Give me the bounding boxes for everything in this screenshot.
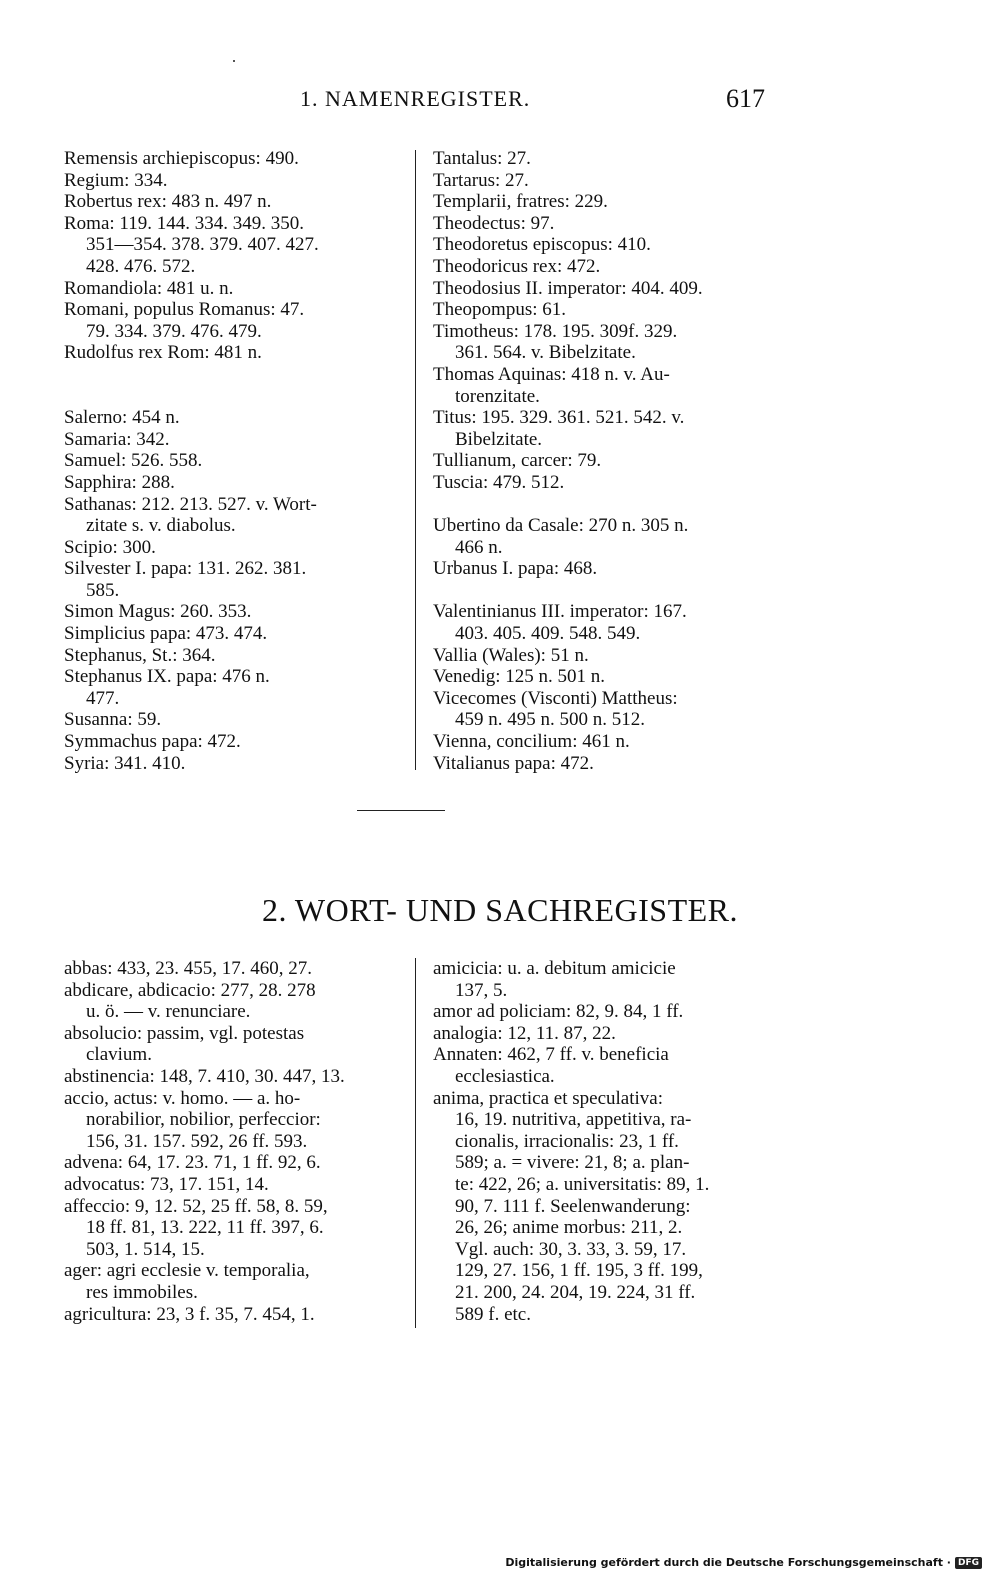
index-entry-line: ager: agri ecclesie v. temporalia,	[64, 1260, 310, 1282]
index-entry-line: Regium: 334.	[64, 169, 168, 191]
index-entry-line: Robertus rex: 483 n. 497 n.	[64, 191, 272, 213]
sachregister-left-column	[64, 958, 409, 1325]
index-entry-line: te: 422, 26; a. universitatis: 89, 1.	[455, 1173, 710, 1195]
footer-text: Digitalisierung gefördert durch die Deutsche Forschungsgemeinschaft ·	[505, 1556, 951, 1569]
index-entry-line: analogia: 12, 11. 87, 22.	[433, 1022, 616, 1044]
index-entry-line: Theodoricus rex: 472.	[433, 255, 601, 277]
index-entry-line: Urbanus I. papa: 468.	[433, 558, 598, 580]
digitization-footer	[505, 1556, 982, 1569]
index-entry-line: clavium.	[86, 1044, 152, 1066]
index-entry-line: Theodectus: 97.	[433, 212, 555, 234]
index-entry-line: Stephanus IX. papa: 476 n.	[64, 666, 270, 688]
index-entry-line: Theodoretus episcopus: 410.	[433, 234, 651, 256]
index-entry-line: Vitalianus papa: 472.	[433, 752, 594, 774]
blank-line	[64, 386, 409, 408]
index-entry-line: 156, 31. 157. 592, 26 ff. 593.	[86, 1130, 308, 1152]
index-entry-line: Samaria: 342.	[64, 428, 170, 450]
index-entry-line: Tullianum, carcer: 79.	[433, 450, 602, 472]
scan-speck	[233, 60, 235, 62]
index-entry-line: Sapphira: 288.	[64, 471, 175, 493]
index-entry-line: Simon Magus: 260. 353.	[64, 601, 252, 623]
page-header	[0, 86, 1000, 126]
index-entry-line: Vgl. auch: 30, 3. 33, 3. 59, 17.	[455, 1238, 687, 1260]
index-entry-line: 585.	[86, 579, 120, 601]
index-entry-line: 361. 564. v. Bibelzitate.	[455, 342, 636, 364]
index-entry-line: 137, 5.	[455, 979, 508, 1001]
sachregister-right-column	[433, 958, 778, 1325]
index-entry-line: Vienna, concilium: 461 n.	[433, 731, 630, 753]
index-entry-line: Theopompus: 61.	[433, 299, 566, 321]
index-entry-line: Annaten: 462, 7 ff. v. beneficia	[433, 1044, 669, 1066]
index-entry-line: Scipio: 300.	[64, 536, 156, 558]
index-entry-line: ecclesiastica.	[455, 1065, 555, 1087]
index-entry-line: cionalis, irracionalis: 23, 1 ff.	[455, 1130, 679, 1152]
index-entry-line: 21. 200, 24. 204, 19. 224, 31 ff.	[455, 1281, 696, 1303]
section-title: 2. WORT- UND SACHREGISTER.	[262, 892, 738, 928]
index-entry-line: amicicia: u. a. debitum amicicie	[433, 958, 676, 979]
index-entry-line: Syria: 341. 410.	[64, 752, 186, 774]
index-entry-line: 26, 26; anime morbus: 211, 2.	[455, 1217, 683, 1239]
index-entry-line: Valentinianus III. imperator: 167.	[433, 601, 687, 623]
index-entry-line: Symmachus papa: 472.	[64, 731, 241, 753]
index-entry-line: Romandiola: 481 u. n.	[64, 277, 234, 299]
index-entry-line: advena: 64, 17. 23. 71, 1 ff. 92, 6.	[64, 1152, 321, 1174]
index-entry-line: Venedig: 125 n. 501 n.	[433, 666, 606, 688]
index-entry-line: 129, 27. 156, 1 ff. 195, 3 ff. 199,	[455, 1260, 703, 1282]
index-entry-line: Susanna: 59.	[64, 709, 162, 731]
index-entry-line: agricultura: 23, 3 f. 35, 7. 454, 1.	[64, 1303, 315, 1325]
index-entry-line: u. ö. — v. renunciare.	[86, 1001, 251, 1023]
index-entry-line: advocatus: 73, 17. 151, 14.	[64, 1173, 269, 1195]
index-entry-line: 466 n.	[455, 536, 503, 558]
index-entry-line: res immobiles.	[86, 1281, 198, 1303]
index-entry-line: norabilior, nobilior, perfeccior:	[86, 1109, 321, 1131]
index-entry-line: 503, 1. 514, 15.	[86, 1238, 205, 1260]
index-entry-line: Ubertino da Casale: 270 n. 305 n.	[433, 515, 689, 537]
index-entry-line: absolucio: passim, vgl. potestas	[64, 1022, 305, 1044]
index-entry-line: Vicecomes (Visconti) Mattheus:	[433, 687, 678, 709]
index-entry-line: abbas: 433, 23. 455, 17. 460, 27.	[64, 958, 313, 979]
index-entry-line: Templarii, fratres: 229.	[433, 191, 608, 213]
index-entry-line: 477.	[86, 687, 120, 709]
index-entry-line: Vallia (Wales): 51 n.	[433, 644, 589, 666]
index-entry-line: 18 ff. 81, 13. 222, 11 ff. 397, 6.	[86, 1217, 324, 1239]
section-separator	[357, 810, 445, 811]
index-entry-line: Tantalus: 27.	[433, 148, 531, 169]
index-entry-line: Rudolfus rex Rom: 481 n.	[64, 342, 262, 364]
index-entry-line: 79. 334. 379. 476. 479.	[86, 320, 262, 342]
index-entry-line: Bibelzitate.	[455, 428, 543, 450]
index-entry-line: 459 n. 495 n. 500 n. 512.	[455, 709, 645, 731]
index-entry-line: abstinencia: 148, 7. 410, 30. 447, 13.	[64, 1065, 345, 1087]
index-entry-line: torenzitate.	[455, 385, 540, 407]
namenregister-right-column	[433, 148, 778, 774]
column-divider	[415, 958, 416, 1328]
index-entry-line: Roma: 119. 144. 334. 349. 350.	[64, 212, 304, 234]
index-entry-line: 403. 405. 409. 548. 549.	[455, 623, 641, 645]
index-entry-line: anima, practica et speculativa:	[433, 1087, 663, 1109]
index-entry-line: Stephanus, St.: 364.	[64, 644, 216, 666]
index-entry-line: Salerno: 454 n.	[64, 407, 180, 429]
index-entry-line: Sathanas: 212. 213. 527. v. Wort-	[64, 493, 317, 515]
index-entry-line: 351—354. 378. 379. 407. 427.	[86, 234, 319, 256]
index-entry-line: Tuscia: 479. 512.	[433, 471, 565, 493]
index-entry-line: 16, 19. nutritiva, appetitiva, ra-	[455, 1109, 692, 1131]
index-entry-line: amor ad policiam: 82, 9. 84, 1 ff.	[433, 1001, 684, 1023]
index-entry-line: 428. 476. 572.	[86, 255, 196, 277]
index-entry-line: Romani, populus Romanus: 47.	[64, 299, 305, 321]
running-title: 1. NAMENREGISTER.	[300, 86, 531, 111]
blank-line	[433, 580, 778, 602]
page-number: 617	[726, 84, 765, 113]
blank-line	[64, 364, 409, 386]
index-entry-line: Tartarus: 27.	[433, 169, 529, 191]
index-entry-line: Simplicius papa: 473. 474.	[64, 623, 268, 645]
index-entry-line: Theodosius II. imperator: 404. 409.	[433, 277, 703, 299]
index-entry-line: 589 f. etc.	[455, 1303, 531, 1325]
index-entry-line: Thomas Aquinas: 418 n. v. Au-	[433, 363, 670, 385]
index-entry-line: Remensis archiepiscopus: 490.	[64, 148, 299, 169]
index-entry-line: abdicare, abdicacio: 277, 28. 278	[64, 979, 316, 1001]
column-divider	[415, 150, 416, 770]
index-entry-line: Titus: 195. 329. 361. 521. 542. v.	[433, 407, 685, 429]
index-entry-line: Samuel: 526. 558.	[64, 450, 203, 472]
dfg-logo: DFG	[955, 1557, 982, 1569]
index-entry-line: Timotheus: 178. 195. 309f. 329.	[433, 320, 678, 342]
index-entry-line: 90, 7. 111 f. Seelenwanderung:	[455, 1195, 691, 1217]
index-entry-line: affeccio: 9, 12. 52, 25 ff. 58, 8. 59,	[64, 1195, 328, 1217]
index-entry-line: Silvester I. papa: 131. 262. 381.	[64, 558, 307, 580]
namenregister-left-column	[64, 148, 409, 774]
blank-line	[433, 494, 778, 516]
index-entry-line: 589; a. = vivere: 21, 8; a. plan-	[455, 1152, 690, 1174]
index-entry-line: accio, actus: v. homo. — a. ho-	[64, 1087, 301, 1109]
index-entry-line: zitate s. v. diabolus.	[86, 515, 236, 537]
